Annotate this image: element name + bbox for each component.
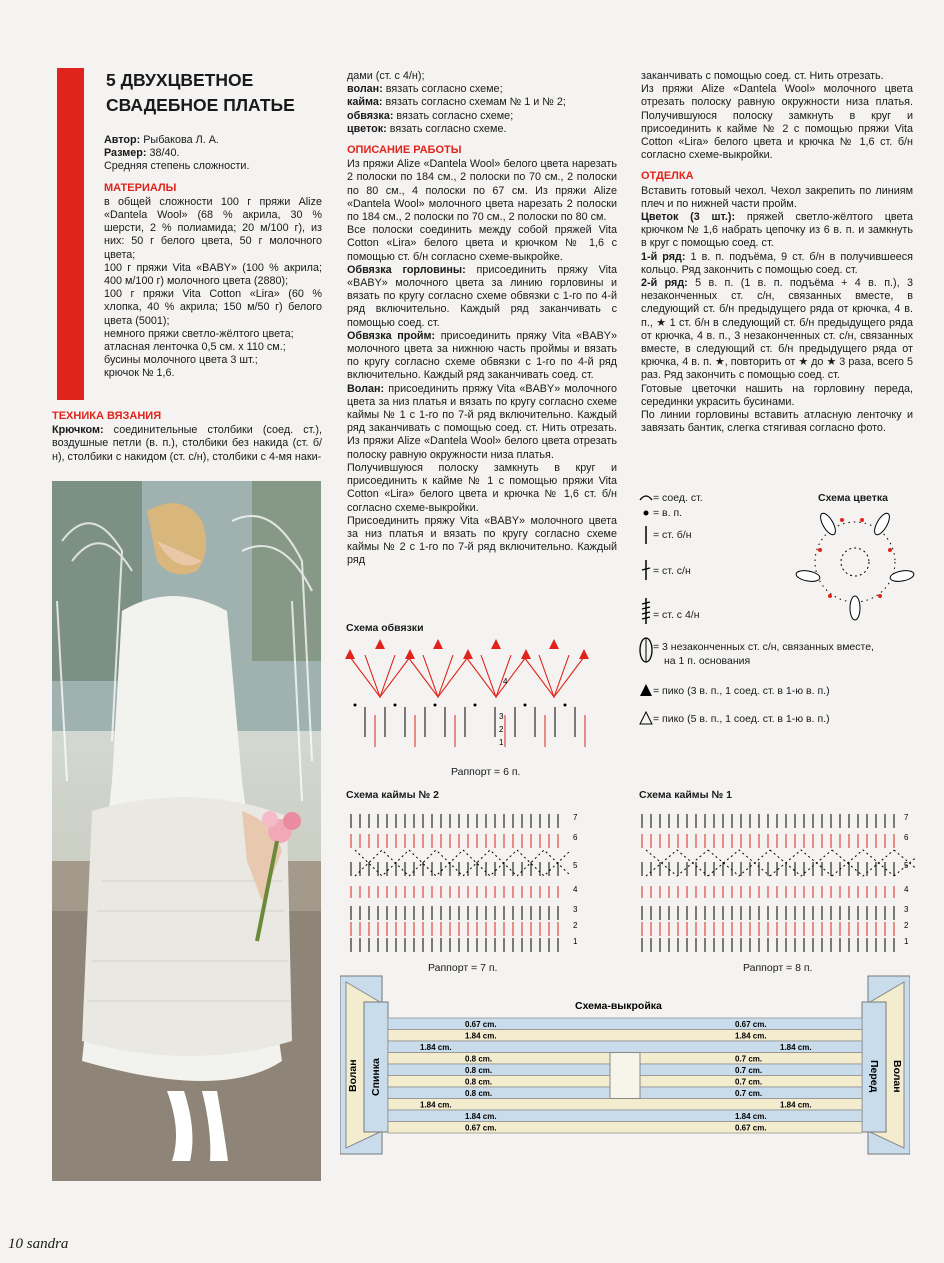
chain-arch: [517, 850, 571, 876]
obvyazka-diagram: [345, 637, 600, 757]
legend-text: = соед. ст.: [653, 492, 703, 504]
kaima1-diagram: [636, 806, 916, 954]
title-line-1: 5 ДВУХЦВЕТНОЕ: [106, 70, 254, 90]
legend-text: = пико (3 в. п., 1 соед. ст. в 1-ю в. п.): [653, 685, 830, 697]
obvyazka-text: вязать согласно схеме;: [393, 109, 514, 122]
svg-text:2: 2: [573, 921, 578, 930]
back-label: Спинка: [370, 1058, 382, 1096]
chain-arch: [646, 850, 708, 876]
legend-text: = ст. с 4/н: [653, 609, 700, 621]
obvyazka-diagram-title: Схема обвязки: [346, 622, 424, 634]
neckline-text: присоединить пряжу Vita «BABY» молочного цвета за линию горловины и вязать по кругу согласно схеме обвязки с 1-го по 4-й ряд включительно. Каждый ряд заканчивать с помощью соед. ст.: [347, 263, 618, 329]
pattern-layout-diagram: [340, 972, 910, 1158]
legend-text: на 1 п. основания: [664, 655, 751, 667]
pattern-strip: [388, 1030, 862, 1042]
materials-line: 100 г пряжи Vita Cotton «Lira» (60 % хлопка, 40 % акрила; 150 м/50 г) белого цвета (5001);: [104, 288, 322, 327]
legend-text: = в. п.: [653, 507, 683, 519]
strip-label-right: 0.7 cm.: [735, 1066, 763, 1075]
pattern-strip: [388, 1018, 862, 1030]
body-text: Из пряжи Alize «Dantela Wool» молочного цвета отрезать полоску равную окружности низа платья. Получившуюся полоску замкнуть в круг и присоединить к кайме № 2 с помощью пряжи Vita Cotton «Lira» белого цвета и крючка № 1,6 ст. б/н согласно схеме-выкройки.: [641, 83, 913, 162]
svg-text:4: 4: [503, 677, 508, 686]
materials-line: 100 г пряжи Vita «BABY» (100 % акрила; 400 м/100 г) молочного цвета (2880);: [104, 261, 322, 288]
author-value: Рыбакова Л. А.: [140, 134, 219, 146]
materials-heading: МАТЕРИАЛЫ: [104, 181, 177, 194]
volan-text: вязать согласно схеме;: [382, 83, 503, 96]
body-text: дами (ст. с 4/н);: [347, 70, 425, 82]
strip-label-left: 0.8 cm.: [465, 1054, 493, 1064]
strip-label-right: 0.67 cm.: [735, 1020, 767, 1029]
size-value: 38/40.: [146, 147, 180, 160]
chain-arch: [355, 850, 409, 876]
finishing-heading: ОТДЕЛКА: [641, 170, 694, 183]
chain-arch: [463, 850, 517, 876]
obvyazka-label: обвязка:: [347, 109, 394, 122]
neckline-label: Обвязка горловины:: [347, 263, 466, 276]
page-footer: [8, 1236, 68, 1253]
title-accent-bar: [57, 68, 84, 400]
kaima2-stitch-rows: [351, 814, 571, 952]
kaima1-diagram-title: Схема каймы № 1: [639, 789, 732, 801]
legend-text: = пико (5 в. п., 1 соед. ст. в 1-ю в. п.): [653, 713, 830, 725]
body-text: Вставить готовый чехол. Чехол закрепить по линиям плеч и по нижней части пройм.: [641, 184, 913, 210]
materials-line: бусины молочного цвета 3 шт.;: [104, 354, 258, 367]
body-text: Все полоски соединить между собой пряжей Vita Cotton «Lira» белого цвета и крючком № 1,6 с помощью ст. б/н согласно схеме-выкройке.: [347, 224, 617, 263]
strip-label-left: 1.84 cm.: [420, 1043, 452, 1052]
materials-line: крючок № 1,6.: [104, 367, 175, 380]
svg-text:5: 5: [904, 861, 909, 870]
column-3: [641, 70, 913, 435]
chain-arch: [409, 850, 463, 876]
flower-diagram: [790, 504, 920, 624]
strip-label-right: 1.84 cm.: [735, 1112, 767, 1121]
strip-label-left: 1.84 cm.: [465, 1031, 497, 1041]
strip-label-left: 1.84 cm.: [420, 1100, 452, 1110]
flounce-text: присоединить пряжу Vita «BABY» молочного цвета за низ платья и вязать по кругу согласно схеме каймы № 1 с 1-го по 7-й ряд включительно. Каждый ряд заканчивать с помощью соед. ст. Нить отрезать. Из пряжи Alize «Dantela Wool» белого цвета отрезать полоску равную окружности низа платья.: [347, 382, 617, 461]
cvetok-text: вязать согласно схеме.: [386, 122, 507, 135]
chain-arch: [708, 850, 770, 876]
kaima-text: вязать согласно схемам № 1 и № 2;: [382, 96, 566, 109]
svg-text:1: 1: [499, 738, 504, 747]
svg-text:2: 2: [499, 725, 504, 734]
strip-label-left: 1.84 cm.: [465, 1112, 497, 1121]
page-number: 10: [8, 1236, 23, 1252]
body-text: заканчивать с помощью соед. ст. Нить отрезать.: [641, 70, 884, 82]
legend-text: = 3 незаконченных ст. с/н, связанных вместе,: [653, 641, 874, 653]
chain-icon: [644, 511, 649, 516]
row1-text: 1 в. п. подъёма, 9 ст. б/н в получившееся кольцо. Ряд закончить с помощью соед. ст.: [641, 250, 913, 276]
right-flounce-label: Волан: [891, 1060, 903, 1093]
body-text: Готовые цветочки нашить на горловину переда, серединки украсить бусинами.: [641, 382, 913, 408]
svg-text:7: 7: [573, 813, 578, 822]
obvyazka-rapport: Раппорт = 6 п.: [451, 766, 521, 778]
svg-text:4: 4: [904, 885, 909, 894]
size-label: Размер:: [104, 147, 147, 160]
legend-text: = ст. б/н: [653, 529, 692, 541]
dress-photo: [52, 481, 321, 1181]
legend-text: = ст. с/н: [653, 565, 691, 577]
materials-line: в общей сложности 100 г пряжи Alize «Dantela Wool» (68 % акрила, 30 % шерсти, 2 % полиамида; 20 м/100 г), из них: 50 г белого цвета, 50 г молочного цвета;: [104, 195, 322, 261]
strip-label-right: 1.84 cm.: [735, 1031, 767, 1041]
strip-label-left: 0.8 cm.: [465, 1089, 493, 1098]
svg-text:3: 3: [573, 905, 578, 914]
strip-label-right: 1.84 cm.: [780, 1043, 812, 1052]
flower-diagram-title: Схема цветка: [818, 492, 888, 504]
svg-text:2: 2: [904, 921, 909, 930]
author-label: Автор:: [104, 134, 141, 146]
chain-arch: [517, 850, 571, 876]
page-title: [106, 68, 326, 118]
description-heading: ОПИСАНИЕ РАБОТЫ: [347, 144, 462, 157]
chain-arch: [463, 850, 517, 876]
technique-block: [52, 410, 322, 464]
strip-label-right: 1.84 cm.: [780, 1100, 812, 1110]
picot-5-icon: [640, 712, 652, 724]
chain-arch: [770, 850, 832, 876]
svg-text:1: 1: [573, 937, 578, 946]
armhole-text: присоединить пряжу Vita «BABY» молочного цвета за нижнюю часть проймы и вязать по кругу согласно схеме обвязки с 1-го по 4-й ряд включительно. Каждый ряд заканчивать соед. ст.: [347, 329, 617, 382]
volan-label: волан:: [347, 83, 383, 96]
armhole-gap: [610, 1053, 640, 1099]
kaima2-diagram-title: Схема каймы № 2: [346, 789, 439, 801]
picot-3-icon: [640, 684, 652, 696]
svg-text:1: 1: [904, 937, 909, 946]
front-label: Перед: [868, 1060, 880, 1093]
pattern-strip: [388, 1110, 862, 1122]
strip-label-left: 0.8 cm.: [465, 1066, 493, 1075]
row1-label: 1-й ряд:: [641, 250, 686, 263]
slip-stitch-icon: [640, 496, 652, 500]
strip-label-right: 0.7 cm.: [735, 1077, 763, 1087]
difficulty-text: Средняя степень сложности.: [104, 160, 250, 173]
title-line-2: СВАДЕБНОЕ ПЛАТЬЕ: [106, 95, 295, 115]
svg-text:3: 3: [499, 712, 504, 721]
strip-label-left: 0.8 cm.: [465, 1077, 493, 1087]
strip-label-left: 0.67 cm.: [465, 1123, 497, 1133]
body-text: Присоединить пряжу Vita «BABY» молочного цвета за низ платья и вязать по кругу согласно схеме каймы № 2 с 1-го по 7-й ряд включительно. Каждый ряд: [347, 514, 617, 567]
svg-text:6: 6: [904, 833, 909, 842]
dress-photo-illustration: [52, 481, 321, 1181]
kaima-label: кайма:: [347, 96, 383, 109]
svg-text:4: 4: [573, 885, 578, 894]
left-flounce-label: Волан: [347, 1059, 359, 1092]
pattern-strips: [388, 1018, 862, 1133]
flower-text: пряжей светло-жёлтого цвета крючком № 1,6 набрать цепочку из 6 в. п. и замкнуть в круг с помощью соед. ст.: [641, 211, 913, 250]
kaima2-rapport: Раппорт = 7 п.: [428, 962, 498, 974]
pattern-title: Схема-выкройка: [575, 1000, 662, 1012]
flower-label: Цветок (3 шт.):: [641, 211, 736, 224]
column-2: [347, 70, 617, 568]
kaima1-stitch-rows: [642, 814, 916, 952]
body-text: По линии горловины вставить атласную ленточку и завязать бантик, слегка стягивая согласно фото.: [641, 409, 913, 435]
strip-label-left: 0.67 cm.: [465, 1020, 497, 1029]
strip-label-right: 0.7 cm.: [735, 1089, 763, 1098]
chain-arch: [409, 850, 463, 876]
svg-text:5: 5: [573, 861, 578, 870]
technique-lead: Крючком:: [52, 424, 104, 437]
row2-text: 5 в. п. (1 в. п. подъёма + 4 в. п.), 3 незаконченных ст. с/н, связанных вместе, в следующий ст. б/н предыдущего ряда от крючка, 4 в. п., ★ 1 ст. б/н в следующий ст. б/н предыдущего ряда от крючка, 4 в. п., 3 незаконченных ст. с/н, связанных вместе, в следующий ст. б/н предыдущего ряда от крючка, 4 в. п. ★, повторить от ★ до ★ 3 раза, всего 5 раз. Ряд закончить с помощью соед. ст.: [641, 277, 913, 382]
technique-heading: ТЕХНИКА ВЯЗАНИЯ: [52, 410, 162, 422]
svg-text:7: 7: [904, 813, 909, 822]
chain-arch: [355, 850, 409, 876]
materials-line: атласная ленточка 0,5 см. х 110 см.;: [104, 341, 286, 354]
svg-text:3: 3: [904, 905, 909, 914]
kaima1-rapport: Раппорт = 8 п.: [743, 962, 813, 974]
strip-label-right: 0.7 cm.: [735, 1054, 763, 1064]
column-1: [104, 134, 322, 381]
row2-label: 2-й ряд:: [641, 277, 688, 290]
body-text: Из пряжи Alize «Dantela Wool» белого цвета нарезать 2 полоски по 184 см., 2 полоски по 70 см., 2 полоски по 80 см., 4 полоски по 67 см. Из пряжи Alize «Dantela Wool» молочного цвета нарезать 2 полоски по 184 см., 2 полоски по 70 см., 2 полоски по 80 см.: [347, 158, 617, 224]
chain-arch: [646, 850, 708, 876]
chain-arch: [708, 850, 770, 876]
materials-line: немного пряжи светло-жёлтого цвета;: [104, 327, 294, 340]
magazine-name: sandra: [23, 1236, 69, 1252]
svg-text:6: 6: [573, 833, 578, 842]
strip-label-right: 0.67 cm.: [735, 1123, 767, 1133]
flounce-label: Волан:: [347, 382, 385, 395]
kaima2-diagram: [345, 806, 585, 954]
pattern-strip: [388, 1122, 862, 1134]
body-text: Получившуюся полоску замкнуть в круг и присоединить к кайме № 1 с помощью пряжи Vita Cotton «Lira» белого цвета и крючка № 1,6 ст. б/н согласно схеме-выкройки.: [347, 461, 617, 514]
armhole-label: Обвязка пройм:: [347, 329, 436, 342]
cvetok-label: цветок:: [347, 122, 387, 135]
technique-text: соединительные столбики (соед. ст.), воздушные петли (в. п.), столбики без накида (ст. б/н), столбики с накидом (ст. с/н), столбики с 4-мя наки-: [52, 424, 322, 463]
chain-arch: [770, 850, 832, 876]
